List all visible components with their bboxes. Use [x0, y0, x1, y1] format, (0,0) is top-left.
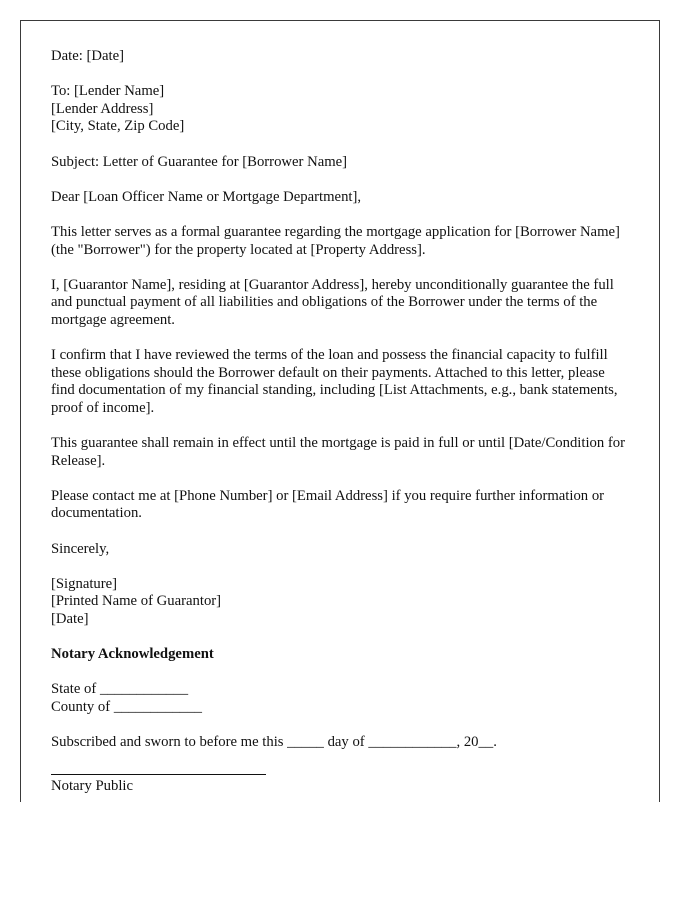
body-paragraph-5: Please contact me at [Phone Number] or [Email Address] if you require further information or documentation.	[51, 487, 605, 522]
notary-sworn-line: Subscribed and sworn to before me this _____ day of ____________, 20__.	[51, 734, 497, 751]
body-paragraph-2: I, [Guarantor Name], residing at [Guarantor Address], hereby unconditionally guarantee the full and punctual payment of all liabilities and obligations of the Borrower under the terms of the mortgage agreement.	[51, 276, 614, 328]
notary-signature-line	[51, 774, 266, 775]
body-paragraph-1: This letter serves as a formal guarantee regarding the mortgage application for [Borrower Name] (the "Borrower") for the property located at [Property Address].	[51, 223, 620, 258]
printed-name-placeholder: [Printed Name of Guarantor]	[51, 593, 222, 610]
date-line: Date: [Date]	[51, 48, 124, 64]
recipient-block	[51, 83, 631, 136]
notary-heading: Notary Acknowledgement	[51, 646, 214, 663]
letter-page	[20, 20, 660, 802]
letter-content	[21, 21, 659, 795]
signature-block	[51, 576, 631, 629]
recipient-name-line: To: [Lender Name]	[51, 83, 165, 100]
body-paragraph-4: This guarantee shall remain in effect until the mortgage is paid in full or until [Date/Condition for Release].	[51, 435, 626, 469]
subject-line: Subject: Letter of Guarantee for [Borrower Name]	[51, 153, 348, 170]
signature-placeholder: [Signature]	[51, 575, 118, 592]
notary-state-line: State of ____________	[51, 681, 189, 698]
notary-venue-block	[51, 681, 631, 716]
signature-date-placeholder: [Date]	[51, 611, 89, 627]
salutation: Dear [Loan Officer Name or Mortgage Department],	[51, 188, 362, 205]
notary-public-label: Notary Public	[51, 777, 133, 794]
recipient-city-line: [City, State, Zip Code]	[51, 118, 185, 135]
body-paragraph-3: I confirm that I have reviewed the terms of the loan and possess the financial capacity to fulfill these obligations should the Borrower default on their payments. Attached to this letter, please find documentation of my financial standing, including [List Attachments, e.g., bank statements, proof of income].	[51, 347, 618, 416]
notary-county-line: County of ____________	[51, 698, 202, 715]
closing: Sincerely,	[51, 540, 110, 557]
recipient-address-line: [Lender Address]	[51, 100, 154, 117]
